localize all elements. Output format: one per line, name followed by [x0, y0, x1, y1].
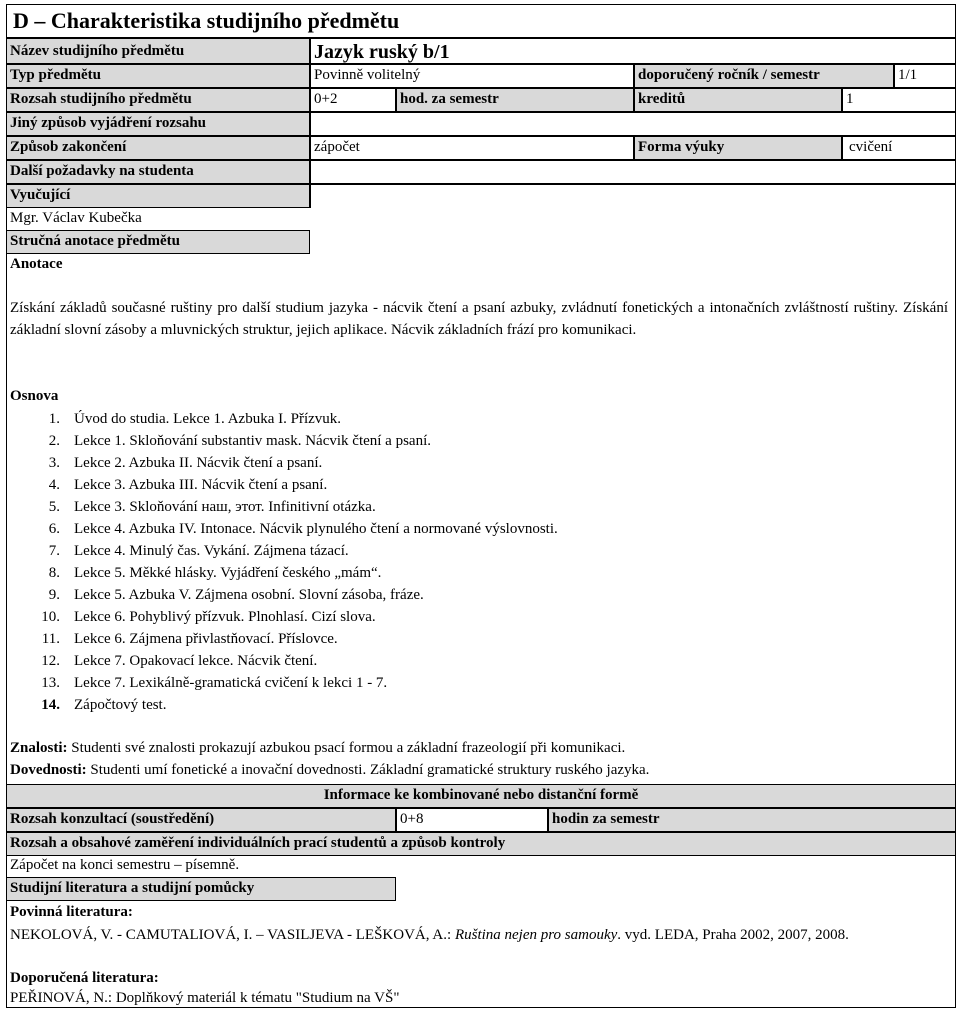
- outline-item: [10, 606, 376, 628]
- teachers-label: Vyučující: [6, 184, 310, 208]
- outline-item-number: 7.: [48, 543, 60, 559]
- outline-item-number: 5.: [48, 499, 60, 515]
- outline-item-text: Lekce 5. Měkké hlásky. Vyjádření českého „mám“.: [74, 565, 382, 581]
- outline-item: [10, 540, 349, 562]
- credits-value: 1: [842, 88, 956, 112]
- course-scope-unit: hod. za semestr: [396, 88, 634, 112]
- mandatory-authors: NEKOLOVÁ, V. - CAMUTALIOVÁ, I. – VASILJEVA - LEŠKOVÁ, A.:: [10, 927, 455, 943]
- outline-item-number: 9.: [48, 587, 60, 603]
- consult-value: 0+8: [396, 808, 548, 832]
- skills-text: Studenti umí fonetické a inovační dovednosti. Základní gramatické struktury ruského jazyka.: [86, 762, 650, 778]
- recommended-year-label: doporučený ročník / semestr: [634, 64, 894, 88]
- outline-item-text: Lekce 3. Skloňování наш, этот. Infinitivní otázka.: [74, 499, 376, 515]
- outline-item: [10, 672, 387, 694]
- outline-item: [10, 584, 424, 606]
- outline-item-text: Lekce 6. Zájmena přivlastňovací. Příslovce.: [74, 631, 338, 647]
- annotation-heading: Anotace: [10, 256, 63, 272]
- requirements-value: [310, 160, 956, 184]
- outline-item-text: Zápočtový test.: [74, 697, 167, 713]
- form-value: cvičení: [842, 136, 956, 160]
- mandatory-literature-label: Povinná literatura:: [10, 904, 133, 920]
- course-scope-label: Rozsah studijního předmětu: [6, 88, 310, 112]
- mandatory-publication: . vyd. LEDA, Praha 2002, 2007, 2008.: [617, 927, 849, 943]
- outline-item-number: 12.: [41, 653, 60, 669]
- course-name-label: Název studijního předmětu: [6, 38, 310, 64]
- requirements-label: Další požadavky na studenta: [6, 160, 310, 184]
- individual-work-label: Rozsah a obsahové zaměření individuálních prací studentů a způsob kontroly: [6, 832, 956, 856]
- outline-item: [10, 496, 376, 518]
- outline-item-text: Lekce 7. Lexikálně-gramatická cvičení k lekci 1 - 7.: [74, 675, 388, 691]
- mandatory-literature-entry: [10, 924, 940, 946]
- course-name-value: Jazyk ruský b/1: [310, 38, 956, 64]
- recommended-literature-entry: PEŘINOVÁ, N.: Doplňkový materiál k tématu "Studium na VŠ": [10, 990, 400, 1006]
- skills-line: [10, 760, 950, 781]
- recommended-year-value: 1/1: [894, 64, 956, 88]
- outline-item: [10, 650, 317, 672]
- page-title: D – Charakteristika studijního předmětu: [6, 4, 956, 38]
- recommended-literature-label: Doporučená literatura:: [10, 970, 159, 986]
- outline-item-text: Lekce 1. Skloňování substantiv mask. Nácvik čtení a psaní.: [74, 433, 432, 449]
- outline-item-text: Lekce 3. Azbuka III. Nácvik čtení a psaní.: [74, 477, 328, 493]
- outline-item: [10, 628, 338, 650]
- outline-item-number: 11.: [41, 631, 60, 647]
- outline-item-number: 13.: [41, 675, 60, 691]
- form-label: Forma výuky: [634, 136, 842, 160]
- other-scope-label: Jiný způsob vyjádření rozsahu: [6, 112, 310, 136]
- individual-work-text: Zápočet na konci semestru – písemně.: [10, 857, 240, 873]
- outline-item-text: Lekce 7. Opakovací lekce. Nácvik čtení.: [74, 653, 318, 669]
- completion-label: Způsob zakončení: [6, 136, 310, 160]
- outline-item: [10, 474, 327, 496]
- outline-item-number: 10.: [41, 609, 60, 625]
- distance-header: Informace ke kombinované nebo distanční formě: [6, 784, 956, 808]
- outline-item-text: Lekce 2. Azbuka II. Nácvik čtení a psaní.: [74, 455, 323, 471]
- outline-item-number: 4.: [48, 477, 60, 493]
- outline-item: [10, 518, 558, 540]
- outline-item-text: Lekce 5. Azbuka V. Zájmena osobní. Slovní zásoba, fráze.: [74, 587, 424, 603]
- outline-item-number: 3.: [48, 455, 60, 471]
- knowledge-text: Studenti své znalosti prokazují azbukou psací formou a základní frazeologií při komunikaci.: [67, 740, 626, 756]
- literature-header: Studijní literatura a studijní pomůcky: [6, 877, 396, 901]
- knowledge-line: [10, 738, 950, 759]
- outline-item-number: 2.: [48, 433, 60, 449]
- teacher-name: Mgr. Václav Kubečka: [6, 208, 956, 230]
- outline-item-number: 14.: [41, 697, 60, 713]
- outline-item-number: 1.: [48, 411, 60, 427]
- annotation-label: Stručná anotace předmětu: [6, 230, 310, 254]
- completion-value: zápočet: [310, 136, 634, 160]
- outline-heading: Osnova: [10, 388, 59, 404]
- outline-item: [10, 430, 431, 452]
- knowledge-label: Znalosti:: [10, 740, 68, 756]
- outline-item: [10, 694, 166, 716]
- course-type-label: Typ předmětu: [6, 64, 310, 88]
- outline-item: [10, 452, 322, 474]
- consult-label: Rozsah konzultací (soustředění): [6, 808, 396, 832]
- course-scope-value: 0+2: [310, 88, 396, 112]
- outline-item-number: 6.: [48, 521, 60, 537]
- outline-item-number: 8.: [48, 565, 60, 581]
- teachers-empty: [310, 184, 956, 208]
- other-scope-value: [310, 112, 956, 136]
- annotation-text: Získání základů současné ruštiny pro další studium jazyka - nácvik čtení a psaní azbuky, zvládnutí fonetických a intonačních zvláštností ruštiny. Získání základní slovní zásoby a mluvnických struktur, jejich aplikace. Nácvik základních frází pro komunikaci.: [10, 300, 948, 338]
- course-type-value: Povinně volitelný: [310, 64, 634, 88]
- skills-label: Dovednosti:: [10, 762, 87, 778]
- consult-unit: hodin za semestr: [548, 808, 956, 832]
- outline-item-text: Lekce 6. Pohyblivý přízvuk. Plnohlasí. Cizí slova.: [74, 609, 376, 625]
- credits-label: kreditů: [634, 88, 842, 112]
- outline-item-text: Úvod do studia. Lekce 1. Azbuka I. Přízvuk.: [74, 411, 342, 427]
- mandatory-book-title: Ruština nejen pro samouky: [454, 927, 618, 943]
- outline-item: [10, 408, 341, 430]
- outline-item-text: Lekce 4. Azbuka IV. Intonace. Nácvik plynulého čtení a normované výslovnosti.: [74, 521, 558, 537]
- outline-item: [10, 562, 381, 584]
- outline-item-text: Lekce 4. Minulý čas. Vykání. Zájmena tázací.: [74, 543, 349, 559]
